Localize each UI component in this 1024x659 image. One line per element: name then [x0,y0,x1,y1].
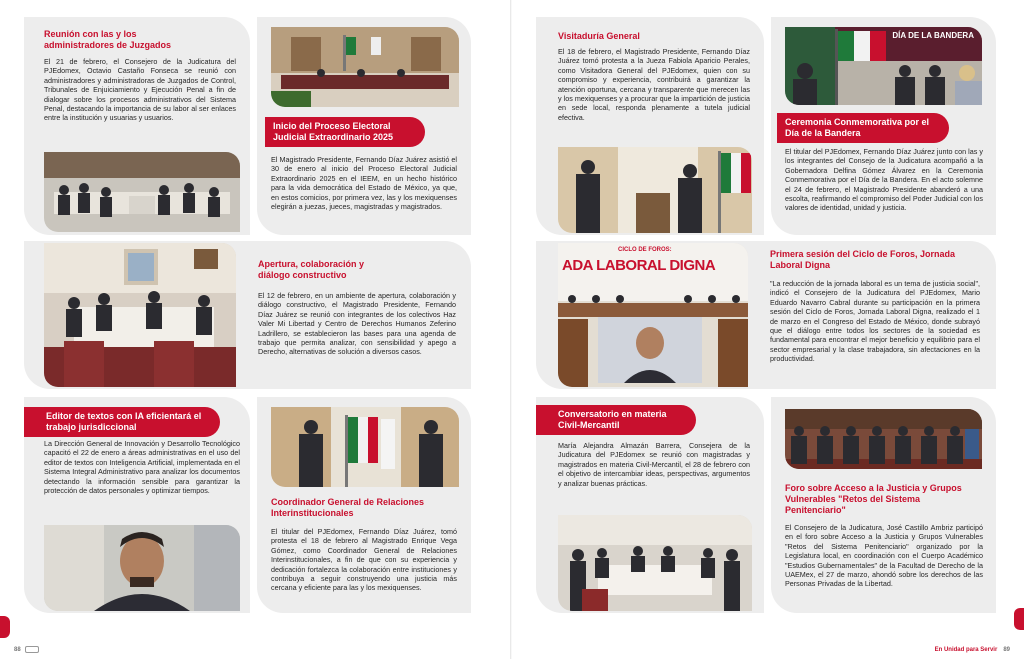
article-title-ribbon: Conversatorio en materia Civil-Mercantil [536,405,696,435]
article-card-proceso-electoral [257,17,471,235]
photo-banner-small: CICLO DE FOROS: [618,247,672,253]
photo-banner-text: ADA LABORAL DIGNA [562,257,716,274]
article-title-ribbon: Editor de textos con IA eficientará el trabajo jurisdiccional [24,407,220,437]
article-card-apertura [24,241,471,389]
article-body: El titular del PJEdomex, Fernando Díaz Juárez, tomó protesta el 18 de febrero al Magistrado Enrique Vega Gómez, como Coordinador General de Relaciones Interinstitucionales, a fin de que con su experiencia y dedicación fortalezca la colaboración entre instituciones y contribuya a seguir construyendo una justicia más cercana y eficiente para las y los mexiquenses. [271,527,457,593]
article-title: Visitaduría General [558,31,640,41]
article-card-reunion [24,17,250,235]
article-body: El titular del PJEdomex, Fernando Díaz Juárez junto con las y los integrantes del Consejo de la Judicatura acompañó a la Gobernadora Delfina Gómez Álvarez en la Ceremonia Conmemorativa por el Día de la Bandera. En el acto solemne el 24 de febrero, el Magistrado Presidente abanderó a una escolta, reafirmando el compromiso del Poder Judicial con los valores de identidad, unidad y justicia. [785,147,983,213]
article-card-foro-acceso [771,397,996,613]
page-number-left: 88 [14,646,21,653]
article-card-editor-ia [24,397,250,613]
article-photo-conversatorio [558,515,752,611]
footer-tagline: En Unidad para Servir [934,647,998,653]
photo-banner-text: DÍA DE LA BANDERA [892,31,974,40]
article-card-coordinador [257,397,471,613]
article-photo-bandera [785,27,982,105]
article-photo-ieem [271,27,459,107]
article-card-bandera [771,17,996,235]
article-photo-foro-acceso [785,409,982,469]
article-card-visitaduria [536,17,764,235]
right-page-tab [1014,608,1024,630]
article-title-ribbon: Inicio del Proceso Electoral Judicial Extraordinario 2025 [265,117,425,147]
left-footer [14,646,39,653]
article-photo-foros [558,243,748,387]
article-body: La Dirección General de Innovación y Desarrollo Tecnológico capacitó el 22 de enero a áreas administrativas en el uso del editor de textos con Inteligencia Artificial, implementada en el Sistema Integral Administrativo para analizar los documentos detectando la información sensible para garantizar la protección de datos personales y optimizar tiempos. [44,439,240,496]
article-title: Primera sesión del Ciclo de Foros, Jornada Laboral Digna [770,249,956,270]
article-body: "La reducción de la jornada laboral es un tema de justicia social", indicó el Consejero de la Judicatura del PJEdomex, Mario Eduardo Navarro Cabral durante su participación en la primera sesión del Ciclo de Foros, Jornada Laboral Digna, realizado el 1 de marzo en el Congreso del Estado de México, donde subrayó que el diálogo entre todos los sectores de la sociedad es fundamental para encontrar el mejor beneficio y equilibrio para el sector empresarial y la clase trabajadora, sin afectaciones en la productividad. [770,279,980,364]
article-body: El Consejero de la Judicatura, José Castillo Ambriz participó en el foro sobre Acceso a la Justicia y Grupos Vulnerables "Retos del Sistema Penitenciario" organizado por la Legislatura local, en coordinación con el Cuerpo Académico "Estudios Gubernamentales" de la Facultad de Derecho de la UAEMex, el 27 de marzo, ahondó sobre los derechos de las Personas Privadas de la Libertad. [785,523,983,589]
article-photo-editor-ia [44,525,240,611]
article-photo-apertura [44,243,236,387]
article-title: Reunión con las y los administradores de Juzgados [44,29,172,50]
article-body: María Alejandra Almazán Barrera, Consejera de la Judicatura del PJEdomex se reunió con magistradas y magistrados en materia Civil-Mercantil, el 28 de febrero con el objetivo de intercambiar ideas, perspectivas, argumentos y analizar buenas prácticas. [558,441,750,488]
article-title: Coordinador General de Relaciones Interinstitucionales [271,497,425,518]
article-body: El Magistrado Presidente, Fernando Díaz Juárez asistió el 30 de enero al inicio del Proceso Electoral Judicial Extraordinario 2025 en el IEEM, en un hecho histórico para la vida democrática del Estado de México, ya que, en estos comicios, por primera vez, las y los mexiquenses elegirán a juezas, jueces, magistradas y magistrados. [271,155,457,212]
article-body: El 21 de febrero, el Consejero de la Judicatura del PJEdomex, Octavio Castaño Fonseca se reunió con administradores y administradoras de Juzgados de Control, Tribunales de Enjuiciamiento y Ejecución Penal a fin de dialogar sobre los procesos administrativos del Sistema Penal, destacando la importancia de su labor al ser enlaces entre la institución y usuarias y usuarios. [44,57,236,123]
article-card-conversatorio [536,397,764,613]
article-title: Apertura, colaboración y diálogo constructivo [258,259,365,280]
article-title-ribbon: Ceremonia Conmemorativa por el Día de la Bandera [777,113,949,143]
article-body: El 18 de febrero, el Magistrado Presidente, Fernando Díaz Juárez tomó protesta a la Jueza Fabiola Aparicio Perales, como Visitadora General del PJEdomex, quien con su compromiso y experiencia, contribuirá a garantizar la atención oportuna, cercana y transparente que merecen las y los mexiquenses y a procurar que la impartición de justicia en sede local, responda plenamente a tutela judicial efectiva. [558,47,750,122]
article-photo-coordinador [271,407,459,487]
article-photo-visitaduria [558,147,752,233]
page-number-right: 89 [1003,647,1010,653]
article-photo-meeting [44,152,240,232]
right-page [512,0,1024,659]
article-card-foros [536,241,996,389]
right-footer [935,647,1010,653]
article-body: El 12 de febrero, en un ambiente de apertura, colaboración y diálogo constructivo, el Magistrado Presidente, Fernando Díaz Juárez se reunió con integrantes de los colectivos Haz Valer Mi Libertad y Centro de Derechos Humanos Zeferino Ladrillero, se establecieron las bases para una agenda de trabajo que permita analizar, con sensibilidad y apego a Derecho, alternativas de solución a diversos casos. [258,291,456,357]
left-page-tab [0,616,10,638]
pjedomex-logo-icon [25,646,39,653]
article-title: Foro sobre Acceso a la Justicia y Grupos Vulnerables "Retos del Sistema Penitenciario" [785,483,962,515]
